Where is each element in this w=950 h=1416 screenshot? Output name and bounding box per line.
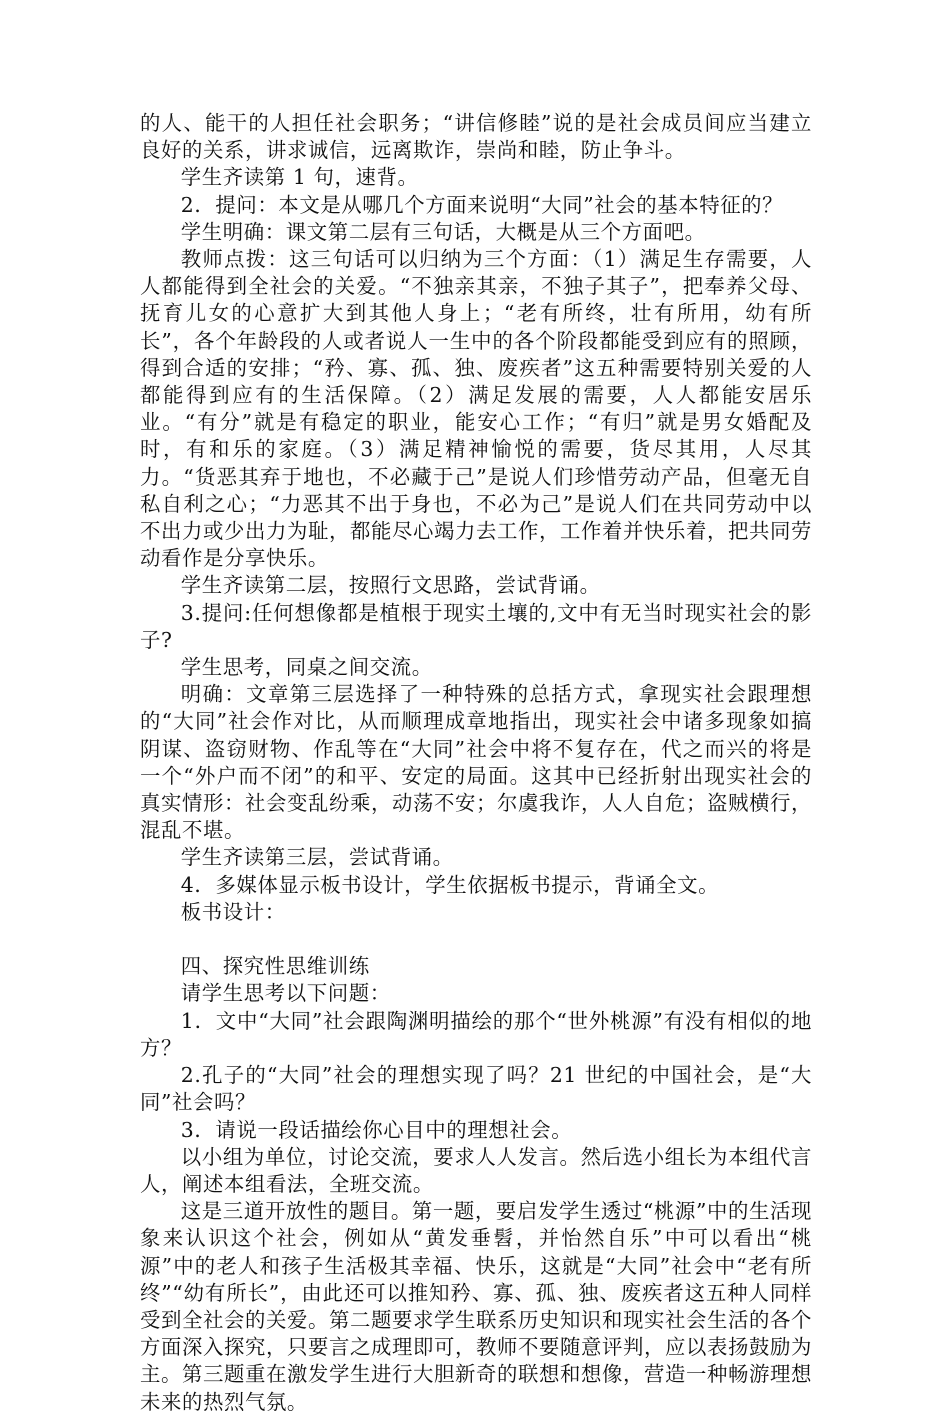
paragraph-student-discussion: 学生思考，同桌之间交流。 [180, 655, 433, 680]
paragraph-question-3: 3.提问:任何想像都是植根于现实土壤的,文中有无当时现实社会的影子? [140, 600, 812, 652]
paragraph-read-layer-two: 学生齐读第二层，按照行文思路，尝试背诵。 [180, 573, 601, 598]
paragraph-question-taoyuan: 1．文中“大同”社会跟陶渊明描绘的那个“世外桃源”有没有相似的地方？ [140, 1008, 812, 1060]
paragraph-question-confucius: 2.孔子的“大同”社会的理想实现了吗？21 世纪的中国社会，是“大同”社会吗？ [140, 1063, 812, 1115]
paragraph-question-ideal-society: 3．请说一段话描绘你心目中的理想社会。 [180, 1117, 573, 1142]
paragraph-multimedia: 4．多媒体显示板书设计，学生依据板书提示，背诵全文。 [180, 872, 720, 897]
paragraph-board-design: 板书设计： [180, 899, 286, 924]
paragraph-open-questions: 这是三道开放性的题目。第一题，要启发学生透过“桃源”中的生活现象来认识这个社会，例如从“黄发垂髫，并怡然自乐”中可以看出“桃源”中的老人和孩子生活极其幸福、快乐，这就是“大同”社会中“老有所终”“幼有所长”，由此还可以推知矜、寡、孤、独、废疾者这五种人同样受到全社会的关爱。第二题要求学生联系历史知识和现实社会生活的各个方面深入探究，只要言之成理即可，教师不要随意评判，应以表扬鼓励为主。第三题重在激发学生进行大胆新奇的联想和想像，营造一种畅游理想未来的热烈气氛。 [140, 1199, 812, 1414]
paragraph-question-2: 2．提问：本文是从哪几个方面来说明“大同”社会的基本特征的？ [180, 192, 784, 217]
blank-line [140, 926, 812, 953]
paragraph-continuation: 的人、能干的人担任社会职务；“讲信修睦”说的是社会成员间应当建立良好的关系，讲求诚信，远离欺诈，崇尚和睦，防止争斗。 [140, 111, 812, 163]
paragraph-clarification: 明确：文章第三层选择了一种特殊的总括方式，拿现实社会跟理想的“大同”社会作对比，从而顺理成章地指出，现实社会中诸多现象如搞阴谋、盗窃财物、作乱等在“大同”社会中将不复存在，代之而兴的将是一个“外户而不闭”的和平、安定的局面。这其中已经折射出现实社会的真实情形：社会变乱纷乘，动荡不安；尔虞我诈，人人自危；盗贼横行，混乱不堪。 [140, 682, 812, 843]
paragraph-questions-intro: 请学生思考以下问题： [180, 981, 391, 1006]
paragraph-read-sentence-one: 学生齐读第 1 句，速背。 [180, 165, 419, 190]
paragraph-student-answer: 学生明确：课文第二层有三句话，大概是从三个方面吧。 [180, 219, 706, 244]
paragraph-teacher-guidance: 教师点拨：这三句话可以归纳为三个方面：（1）满足生存需要，人人都能得到全社会的关爱。“不独亲其亲，不独子其子”，把奉养父母、抚育儿女的心意扩大到其他人身上；“老有所终，壮有所用，幼有所长”，各个年龄段的人或者说人一生中的各个阶段都能受到应有的照顾，得到合适的安排；“矜、寡、孤、独、废疾者”这五种需要特别关爱的人都能得到应有的生活保障。（2）满足发展的需要，人人都能安居乐业。“有分”就是有稳定的职业，能安心工作；“有归”就是男女婚配及时，有和乐的家庭。（3）满足精神愉悦的需要，货尽其用，人尽其力。“货恶其弃于地也，不必藏于己”是说人们珍惜劳动产品，但毫无自私自利之心；“力恶其不出于身也，不必为己”是说人们在共同劳动中以不出力或少出力为耻，都能尽心竭力去工作，工作着并快乐着，把共同劳动看作是分享快乐。 [140, 247, 812, 571]
paragraph-group-discussion: 以小组为单位，讨论交流，要求人人发言。然后选小组长为本组代言人，阐述本组看法，全班交流。 [140, 1144, 812, 1196]
paragraph-read-layer-three: 学生齐读第三层，尝试背诵。 [180, 845, 454, 870]
section-heading-inquiry: 四、探究性思维训练 [180, 954, 370, 979]
document-body [140, 110, 812, 1416]
